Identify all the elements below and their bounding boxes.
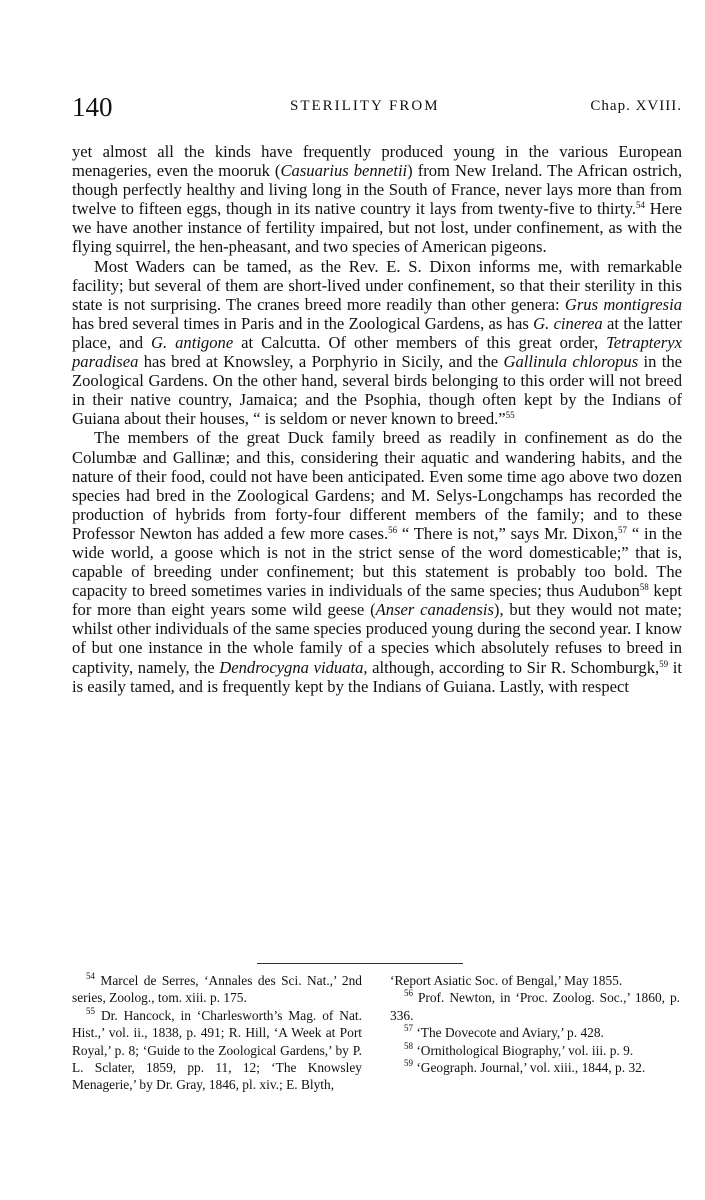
text-run: has bred at Knowsley, a Porphyrio in Sicily, and the <box>138 352 504 372</box>
footnote-text: ‘Ornithological Biography,’ vol. iii. p. 9. <box>413 1042 634 1058</box>
paragraph-duck-family <box>72 428 682 695</box>
footnote-55-continued: ‘Report Asiatic Soc. of Bengal,’ May 1855. <box>390 973 623 988</box>
text-run: at the latter place, and <box>72 313 682 352</box>
footnote-ref: 57 <box>618 524 628 535</box>
footnote-number: 55 <box>86 1005 95 1016</box>
text-run: Most Waders can be tamed, as the Rev. E. S. Dixon informs me, with remarkable facility; but several of them are short-lived under confinement, so that their sterility in this state is not surprising. The cranes breed more readily than other genera: <box>72 256 682 314</box>
text-run: ) from New Ireland. The African ostrich, though perfectly healthy and living long in the South of France, never lays more than from twelve to fifteen eggs, though in its native country it lays from twenty-five to thirty. <box>72 161 682 219</box>
footnote-59 <box>390 1059 680 1076</box>
body-text <box>72 142 682 696</box>
text-run: Here we have another instance of fertility impaired, but not lost, under confinement, as with the flying squirrel, the hen-pheasant, and two species of American pigeons. <box>72 199 683 257</box>
text-run: kept for more than eight years some wild geese ( <box>72 581 683 620</box>
species-name: Casuarius bennetii <box>280 161 408 181</box>
text-run: it is easily tamed, and is frequently kept by the Indians of Guiana. Lastly, with respect <box>72 657 683 696</box>
species-name: G. antigone <box>151 332 234 352</box>
footnote-number: 58 <box>404 1040 413 1051</box>
footnote-ref: 56 <box>388 524 398 535</box>
footnote-ref: 59 <box>659 658 669 669</box>
species-name: Tetrapteryx paradisea <box>72 332 682 372</box>
species-name: G. cinerea <box>533 313 603 333</box>
footnote-ref: 54 <box>636 200 646 211</box>
footnote-number: 54 <box>86 971 95 981</box>
running-head: STERILITY FROM <box>290 98 440 114</box>
species-name: Gallinula chloropus <box>503 352 639 372</box>
footnote-55 <box>72 1007 362 1094</box>
paragraph-waders <box>72 257 682 429</box>
footnote-ref: 58 <box>639 582 649 593</box>
page-number: 140 <box>72 92 113 122</box>
footnote-text: Marcel de Serres, ‘Annales des Sci. Nat.,’ 2nd series, Zoolog., tom. xiii. p. 175. <box>72 973 362 1006</box>
footnote-54 <box>72 972 362 1007</box>
footnote-ref: 55 <box>505 410 515 421</box>
paragraph-ostrich <box>72 142 682 257</box>
footnote-text: ‘The Dovecote and Aviary,’ p. 428. <box>413 1025 604 1041</box>
text-run: ), but they would not mate; whilst other individuals of the same species produced young during the second year. I know of but one instance in the whole family of a species which absolutely refuses to breed in captivity, namely, the <box>72 600 682 677</box>
text-run: in the Zoological Gardens. On the other hand, several birds belonging to this order will not breed in their native country, Jamaica; and the Psophia, though often kept by the Indians of Guiana about their houses, “ is seldom or never known to breed.” <box>72 352 683 429</box>
page-header <box>72 92 682 132</box>
footnote-number: 56 <box>404 988 413 999</box>
footnote-56 <box>390 989 680 1024</box>
text-run: yet almost all the kinds have frequently produced young in the various European menageries, even the mooruk ( <box>72 142 682 181</box>
footnote-column-left <box>72 972 362 1094</box>
footnote-column-right <box>390 972 680 1076</box>
text-run: “ in the wide world, a goose which is not in the strict sense of the word domesticable;” that is, capable of breeding under confinement; but this statement is probably too bold. The capacity to breed sometimes varies in individuals of the same species; thus Audubon <box>72 523 682 601</box>
text-run: “ There is not,” says Mr. Dixon, <box>397 523 619 543</box>
text-run: at Calcutta. Of other members of this great order, <box>233 332 607 352</box>
chapter-label: Chap. XVIII. <box>590 98 682 114</box>
footnote-text: Prof. Newton, in ‘Proc. Zoolog. Soc.,’ 1860, p. 336. <box>390 990 680 1023</box>
footnote-number: 59 <box>404 1058 413 1069</box>
species-name: Anser canadensis <box>375 600 494 620</box>
species-name: Dendrocygna viduata <box>219 657 364 677</box>
footnote-number: 57 <box>404 1023 413 1034</box>
footnote-57 <box>390 1024 680 1041</box>
footnote-text: Dr. Hancock, in ‘Charlesworth’s Mag. of Nat. Hist.,’ vol. ii., 1838, p. 491; R. Hill, ‘A Week at Port Royal,’ p. 8; ‘Guide to the Zoological Gardens,’ by P. L. Sclater, 1859, pp. 11, 12; ‘The Knowsley Menagerie,’ by Dr. Gray, 1846, pl. xiv.; E. Blyth, <box>72 1007 362 1093</box>
footnote-text: ‘Geograph. Journal,’ vol. xiii., 1844, p. 32. <box>413 1060 646 1076</box>
text-run: has bred several times in Paris and in the Zoological Gardens, as has <box>72 313 534 333</box>
footnote-58 <box>390 1042 680 1059</box>
species-name: Grus montigresia <box>564 294 682 314</box>
text-run: , although, according to Sir R. Schomburgk, <box>363 657 660 677</box>
footnote-divider <box>257 963 463 964</box>
text-run: The members of the great Duck family breed as readily in confinement as do the Columbæ and Gallinæ; and this, considering their aquatic and wandering habits, and the nature of their food, could not have been anticipated. Even some time ago above two dozen species had bred in the Zoological Gardens; and M. Selys-Longchamps has recorded the production of hybrids from forty-four different members of the family; and to these Professor Newton has added a few more cases. <box>72 428 682 543</box>
